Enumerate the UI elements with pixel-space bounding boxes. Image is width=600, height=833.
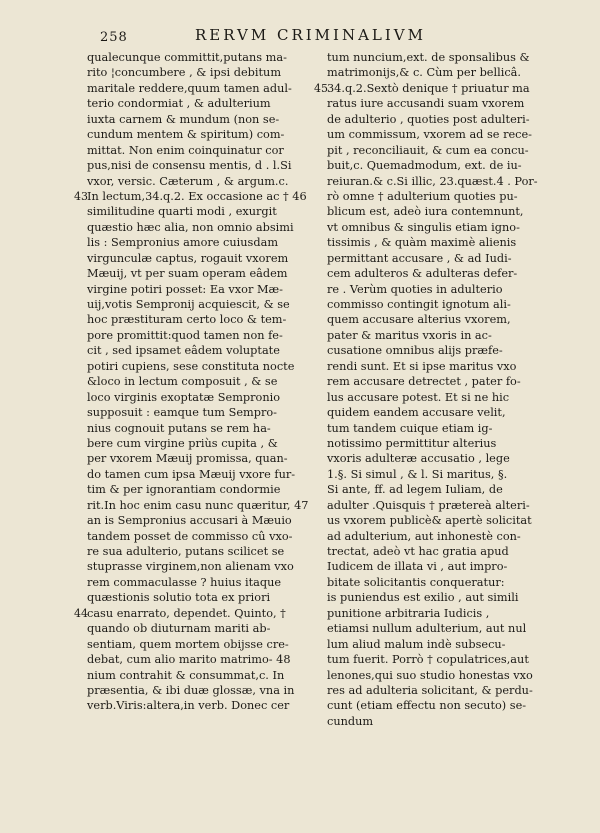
text-line (327, 513, 577, 528)
margin-note-number: 45 (314, 81, 328, 95)
text-line (87, 158, 327, 173)
line-text: tum tandem cuique etiam ig- (327, 421, 493, 435)
text-line (327, 529, 577, 544)
text-line (74, 606, 327, 621)
line-text: per vxorem Mæuij promissa, quan- (87, 452, 288, 466)
line-text: præsentia, & ibi duæ glossæ, vna in (87, 683, 295, 697)
text-line (87, 297, 327, 312)
text-line (87, 637, 327, 652)
text-line (314, 81, 577, 96)
line-text: lenones,qui suo studio honestas vxo (327, 668, 533, 682)
line-text: stuprasse virginem,non alienam vxo (87, 560, 294, 574)
text-line (327, 359, 577, 374)
line-text: virgine potiri posset: Ea vxor Mæ- (87, 282, 283, 296)
text-line (327, 204, 577, 219)
text-line (327, 698, 577, 713)
text-line (327, 451, 577, 466)
line-text: nius cognouit putans se rem ha- (87, 421, 271, 435)
text-line (327, 637, 577, 652)
text-line (87, 235, 327, 250)
text-line (87, 467, 327, 482)
line-text: verb.Viris:altera,in verb. Donec cer (87, 699, 290, 713)
line-text: cem adulteros & adulteras defer- (327, 267, 518, 281)
text-line (327, 143, 577, 158)
text-line (87, 328, 327, 343)
text-line (87, 513, 327, 528)
line-text: tum nuncium,ext. de sponsalibus & (327, 51, 530, 64)
line-text: rendi sunt. Et si ipse maritus vxo (327, 359, 517, 373)
line-text: do tamen cum ipsa Mæuij vxore fur- (87, 467, 296, 481)
line-text: rem accusare detrectet , pater fo- (327, 375, 521, 389)
text-line (327, 436, 577, 451)
text-line (327, 174, 577, 189)
text-line (327, 251, 577, 266)
text-line (327, 127, 577, 142)
line-text: blicum est, adeò iura contemnunt, (327, 205, 524, 219)
line-text: tissimis , & quàm maximè alienis (327, 236, 517, 250)
line-text: lis : Sempronius amore cuiusdam (87, 236, 279, 250)
line-text: trectat, adeò vt hac gratia apud (327, 545, 509, 558)
text-line (87, 529, 327, 544)
line-text: In lectum,34.q.2. Ex occasione ac † 46 (87, 189, 307, 203)
text-line (74, 189, 327, 204)
line-text: quæstio hæc alia, non omnio absimi (87, 220, 294, 234)
text-line (87, 590, 327, 605)
text-line (327, 112, 577, 127)
line-text: pore promittit:quod tamen non fe- (87, 328, 283, 342)
text-line (87, 698, 327, 713)
line-text: cusatione omnibus alijs præfe- (327, 344, 503, 358)
text-line (87, 174, 327, 189)
text-line (87, 621, 327, 636)
text-line (327, 312, 577, 327)
text-line (87, 405, 327, 420)
line-text: qualecunque committit,putans ma- (87, 51, 287, 64)
text-line (87, 96, 327, 111)
line-text: bitate solicitantis conqueratur: (327, 575, 505, 589)
text-line (87, 266, 327, 281)
text-line (327, 714, 577, 729)
text-line (87, 359, 327, 374)
text-line (327, 266, 577, 281)
line-text: rem commaculasse ? huius itaque (87, 575, 282, 589)
text-line (87, 668, 327, 683)
text-line (87, 652, 327, 667)
line-text: hoc præstituram certo loco & tem- (87, 313, 287, 327)
text-line (87, 282, 327, 297)
text-line (87, 559, 327, 574)
line-text: cundum mentem & spiritum) com- (87, 128, 285, 142)
margin-note-number: 44 (74, 606, 88, 620)
text-line (327, 374, 577, 389)
line-text: buit,c. Quemadmodum, ext. de iu- (327, 159, 522, 173)
line-text: ratus iure accusandi suam vxorem (327, 97, 525, 111)
text-line (87, 390, 327, 405)
text-line (87, 81, 327, 96)
line-text: re . Verùm quoties in adulterio (327, 282, 503, 296)
line-text: sentiam, quem mortem obijsse cre- (87, 637, 289, 651)
text-line (87, 544, 327, 559)
line-text: cundum (327, 714, 374, 728)
line-text: pit , reconciliauit, & cum ea concu- (327, 143, 529, 157)
margin-note-number: 43 (74, 189, 88, 203)
text-line (87, 220, 327, 235)
line-text: notissimo permittitur alterius (327, 436, 497, 450)
text-line (327, 668, 577, 683)
line-text: tandem posset de commisso cû vxo- (87, 529, 293, 543)
text-line (87, 498, 327, 513)
line-text: quando ob diuturnam mariti ab- (87, 622, 271, 636)
line-text: res ad adulteria solicitant, & perdu- (327, 683, 533, 697)
text-line (327, 343, 577, 358)
text-line (87, 451, 327, 466)
text-line (327, 590, 577, 605)
line-text: lum aliud malum indè subsecu- (327, 637, 506, 651)
line-text: um commissum, vxorem ad se rece- (327, 128, 532, 142)
text-line (327, 544, 577, 559)
text-line (327, 297, 577, 312)
running-title: RERVM CRIMINALIVM (195, 26, 426, 44)
line-text: pus,nisi de consensu mentis, d . l.Si (87, 159, 292, 173)
line-text: debat, cum alio marito matrimo- 48 (87, 653, 291, 667)
line-text: mittat. Non enim coinquinatur cor (87, 143, 284, 157)
line-text: vxor, versic. Cæterum , & argum.c. (87, 174, 289, 188)
text-line (87, 65, 327, 80)
line-text: lus accusare potest. Et si ne hic (327, 390, 510, 404)
line-text: virgunculæ captus, rogauit vxorem (87, 251, 289, 265)
line-text: potiri cupiens, sese constituta nocte (87, 359, 295, 373)
line-text: matrimonijs,& c. Cùm per bellicâ. (327, 66, 521, 80)
line-text: pater & maritus vxoris in ac- (327, 328, 492, 342)
line-text: rit.In hoc enim casu nunc quæritur, 47 (87, 498, 309, 512)
text-line (327, 575, 577, 590)
line-text: commisso contingit ignotum ali- (327, 298, 511, 311)
text-line (327, 65, 577, 80)
line-text: re sua adulterio, putans scilicet se (87, 545, 285, 558)
line-text: maritale reddere,quum tamen adul- (87, 81, 292, 95)
text-line (327, 606, 577, 621)
line-text: an is Sempronius accusari à Mæuio (87, 514, 292, 528)
text-line (87, 50, 327, 65)
line-text: tum fuerit. Porrò † copulatrices,aut (327, 653, 529, 667)
text-line (327, 189, 577, 204)
line-text: loco virginis exoptatæ Sempronio (87, 390, 281, 404)
line-text: 34.q.2.Sextò denique † priuatur ma (327, 81, 530, 95)
line-text: quidem eandem accusare velit, (327, 406, 506, 420)
text-line (327, 390, 577, 405)
text-line (327, 498, 577, 513)
text-line (327, 482, 577, 497)
text-line (87, 251, 327, 266)
text-line (327, 405, 577, 420)
text-line (87, 343, 327, 358)
line-text: quem accusare alterius vxorem, (327, 313, 511, 327)
text-line (87, 482, 327, 497)
text-line (87, 421, 327, 436)
line-text: vt omnibus & singulis etiam igno- (327, 220, 520, 234)
line-text: punitione arbitraria Iudicis , (327, 606, 490, 620)
line-text: quæstionis solutio tota ex priori (87, 591, 271, 605)
line-text: bere cum virgine priùs cupita , & (87, 436, 278, 450)
text-line (327, 158, 577, 173)
left-text-column (74, 50, 327, 714)
text-line (87, 127, 327, 142)
text-line (87, 436, 327, 451)
line-text: tim & per ignorantiam condormie (87, 483, 281, 497)
text-line (87, 204, 327, 219)
line-text: is puniendus est exilio , aut simili (327, 591, 519, 605)
line-text: reiuran.& c.Si illic, 23.quæst.4 . Por- (327, 174, 538, 188)
line-text: rò omne † adulterium quoties pu- (327, 189, 518, 203)
text-line (87, 143, 327, 158)
text-line (327, 683, 577, 698)
text-line (327, 467, 577, 482)
text-line (327, 96, 577, 111)
line-text: similitudine quarti modi , exurgit (87, 205, 277, 219)
line-text: uij,votis Sempronij acquiescit, & se (87, 298, 290, 311)
line-text: terio condormiat , & adulterium (87, 97, 271, 111)
text-line (327, 328, 577, 343)
line-text: 1.§. Si simul , & l. Si maritus, §. (327, 467, 508, 481)
text-line (327, 421, 577, 436)
text-line (87, 683, 327, 698)
text-line (327, 220, 577, 235)
text-line (327, 50, 577, 65)
line-text: permittant accusare , & ad Iudi- (327, 251, 512, 265)
line-text: vxoris adulteræ accusatio , lege (327, 452, 510, 466)
line-text: casu enarrato, dependet. Quinto, † (87, 606, 286, 620)
line-text: Si ante, ff. ad legem Iuliam, de (327, 483, 503, 497)
text-line (327, 235, 577, 250)
text-line (327, 621, 577, 636)
line-text: cunt (etiam effectu non secuto) se- (327, 699, 527, 713)
line-text: Iudicem de illata vi , aut impro- (327, 560, 508, 574)
text-line (87, 312, 327, 327)
line-text: cit , sed ipsamet eâdem voluptate (87, 344, 280, 358)
page-number: 258 (100, 30, 128, 45)
line-text: Mæuij, vt per suam operam eâdem (87, 267, 288, 281)
line-text: adulter .Quisquis † prætereà alteri- (327, 498, 530, 512)
text-line (87, 374, 327, 389)
line-text: iuxta carnem & mundum (non se- (87, 112, 280, 126)
line-text: us vxorem publicè& apertè solicitat (327, 514, 532, 528)
line-text: de adulterio , quoties post adulteri- (327, 112, 530, 126)
right-text-column (314, 50, 577, 729)
line-text: supposuit : eamque tum Sempro- (87, 406, 277, 420)
line-text: nium contrahit & consummat,c. In (87, 668, 285, 682)
line-text: &loco in lectum composuit , & se (87, 375, 278, 389)
text-line (327, 282, 577, 297)
text-line (87, 112, 327, 127)
text-line (327, 559, 577, 574)
line-text: ad adulterium, aut inhonestè con- (327, 529, 521, 543)
line-text: etiamsi nullum adulterium, aut nul (327, 622, 527, 636)
text-line (87, 575, 327, 590)
line-text: rito ¦concumbere , & ipsi debitum (87, 66, 282, 80)
text-line (327, 652, 577, 667)
